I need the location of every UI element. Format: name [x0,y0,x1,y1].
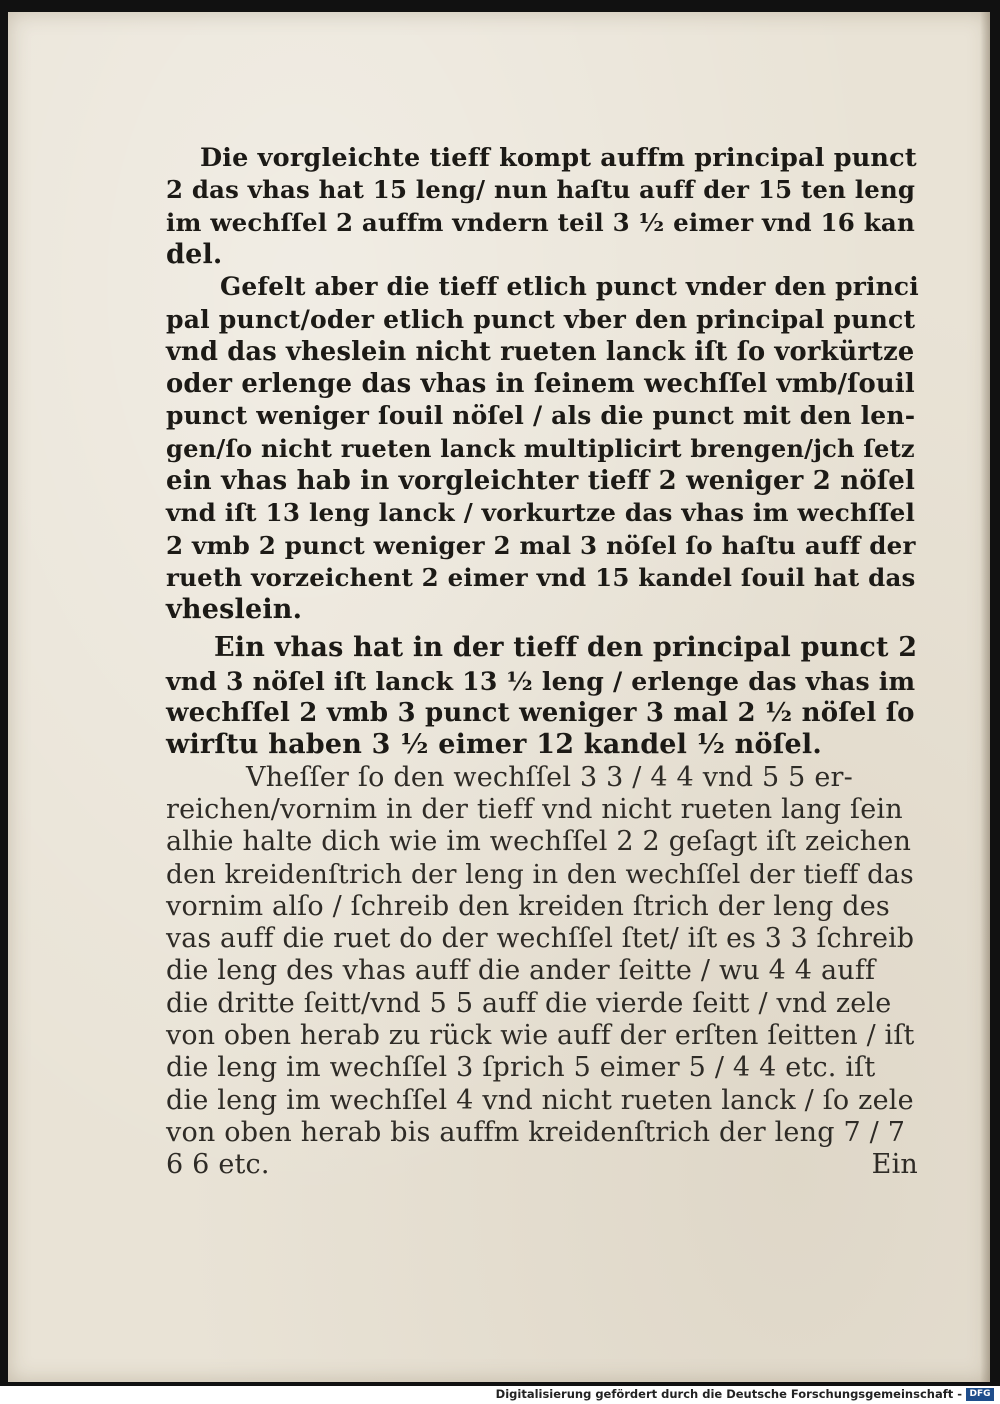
page-edge-shadow [980,12,990,1382]
dfg-logo: DFG [966,1388,994,1401]
text-line: von oben herab zu rück wie auff der erſten ſeitten / iſt [166,1020,915,1052]
text-line: reichen/vornim in der tieff vnd nicht rueten lang ſein [166,793,903,825]
text-line: von oben herab bis auffm kreidenſtrich der leng 7 / 7 [166,1116,906,1148]
paragraph-1 [166,142,918,271]
text-line: die leng des vhas auff die ander ſeitte / wu 4 4 auff [166,955,876,987]
text-line: vnd iſt 13 leng lanck / vorkurtze das vhas im wechſſel [166,498,916,528]
paragraph-2 [166,271,918,626]
book-page [8,12,990,1382]
text-line: rueth vorzeichent 2 eimer vnd 15 kandel ſouil hat das [166,562,916,592]
text-line: den kreidenſtrich der leng in den wechſſel der tieff das [166,859,914,890]
text-line: wirſtu haben 3 ½ eimer 12 kandel ½ nöſel. [166,729,822,761]
text-line: im wechſſel 2 auffm vndern teil 3 ½ eimer vnd 16 kan [166,207,915,237]
text-line: 2 das vhas hat 15 leng/ nun haſtu auff der 15 ten leng [166,175,916,205]
text-line: die leng im wechſſel 4 vnd nicht rueten lanck / ſo zele [166,1084,914,1116]
text-line: 2 vmb 2 punct weniger 2 mal 3 nöſel ſo haſtu auff der [166,530,916,560]
text-line: Vheſſer ſo den wechſſel 3 3 / 4 4 vnd 5 5 er- [246,761,853,793]
funding-credit: Digitalisierung gefördert durch die Deutsche Forschungsgemeinschaft - [495,1387,962,1401]
text-line: Die vorgleichte tieff kompt auffm principal punct [200,143,917,173]
text-line: Gefelt aber die tieff etlich punct vnder den princi [220,272,919,302]
text-line: Ein vhas hat in der tieff den principal punct 2 [214,632,918,664]
last-line-row [166,1149,918,1181]
text-line: wechſſel 2 vmb 3 punct weniger 3 mal 2 ½ nöſel ſo [166,698,915,729]
text-line: vnd das vheslein nicht rueten lanck iſt ſo vorkürtze [166,336,915,367]
text-line: vas auff die ruet do der wechſſel ſtet/ iſt es 3 3 ſchreib [166,923,915,955]
paragraph-3 [166,632,918,761]
text-line: gen/ſo nicht rueten lanck multiplicirt brengen/jch ſetz [166,433,915,463]
text-line: vnd 3 nöſel iſt lanck 13 ½ leng / erlenge das vhas im [166,665,916,696]
catchword: Ein [871,1149,918,1181]
paragraph-4 [166,762,918,1182]
text-line: punct weniger ſouil nöſel / als die punct mit den len- [166,401,916,431]
text-line: alhie halte dich wie im wechſſel 2 2 geſagt iſt zeichen [166,826,912,858]
text-line: pal punct/oder etlich punct vber den principal punct [166,304,916,335]
text-line: oder erlenge das vhas in ſeinem wechſſel vmb/ſouil [166,369,915,400]
text-line: 6 6 etc. [166,1149,270,1181]
digitization-footer [0,1386,1000,1404]
text-line: ein vhas hab in vorgleichter tieff 2 weniger 2 nöſel [166,465,916,496]
text-line: die dritte ſeitt/vnd 5 5 auff die vierde ſeitt / vnd zele [166,987,892,1019]
page-text-block [166,142,918,1182]
text-line: vornim alſo / ſchreib den kreiden ſtrich der leng des [166,890,890,922]
text-line: die leng im wechſſel 3 ſprich 5 eimer 5 / 4 4 etc. iſt [166,1052,876,1084]
text-line: del. [166,238,223,270]
text-line: vheslein. [166,594,303,626]
